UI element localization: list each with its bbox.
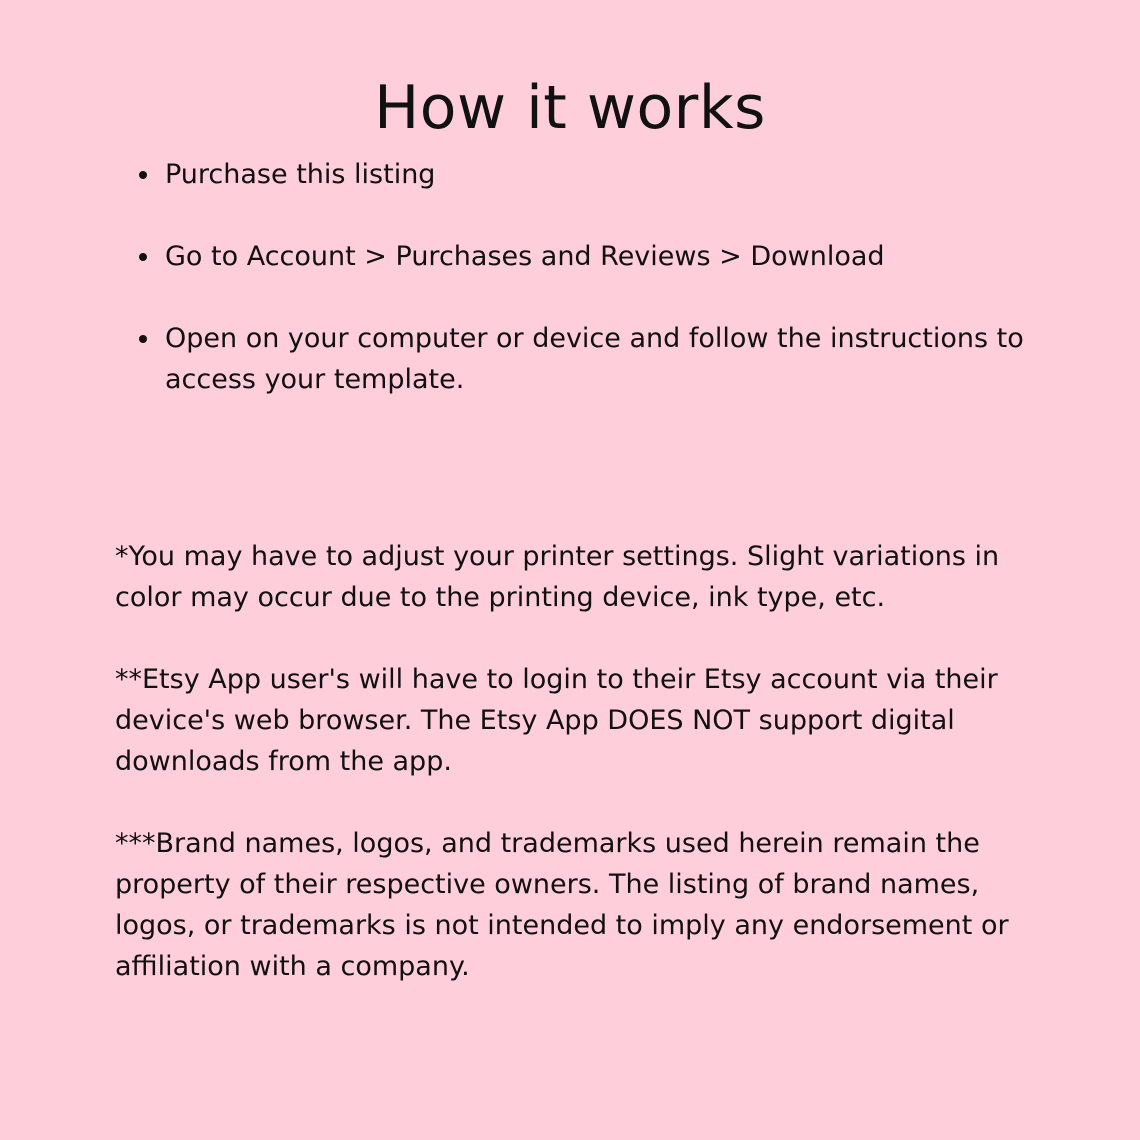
step-purchase: Purchase this listing — [137, 154, 1037, 195]
note-printer-settings: *You may have to adjust your printer settings. Slight variations in color may occur due to the printing device, ink type, etc. — [115, 541, 1000, 613]
note-trademarks: ***Brand names, logos, and trademarks used herein remain the property of their respective owners. The listing of brand names, logos, or trademarks is not intended to imply any endorsement or affiliation with a company. — [115, 828, 1009, 982]
step-download-path: Go to Account > Purchases and Reviews > Download — [137, 236, 1037, 277]
page-title: How it works — [374, 73, 766, 143]
steps-list — [137, 154, 1037, 441]
notes-section — [115, 536, 1045, 1028]
step-open-instructions: Open on your computer or device and follow the instructions to access your template. — [137, 318, 1037, 400]
note-etsy-app: **Etsy App user's will have to login to their Etsy account via their device's web browser. The Etsy App DOES NOT support digital downloads from the app. — [115, 664, 998, 777]
